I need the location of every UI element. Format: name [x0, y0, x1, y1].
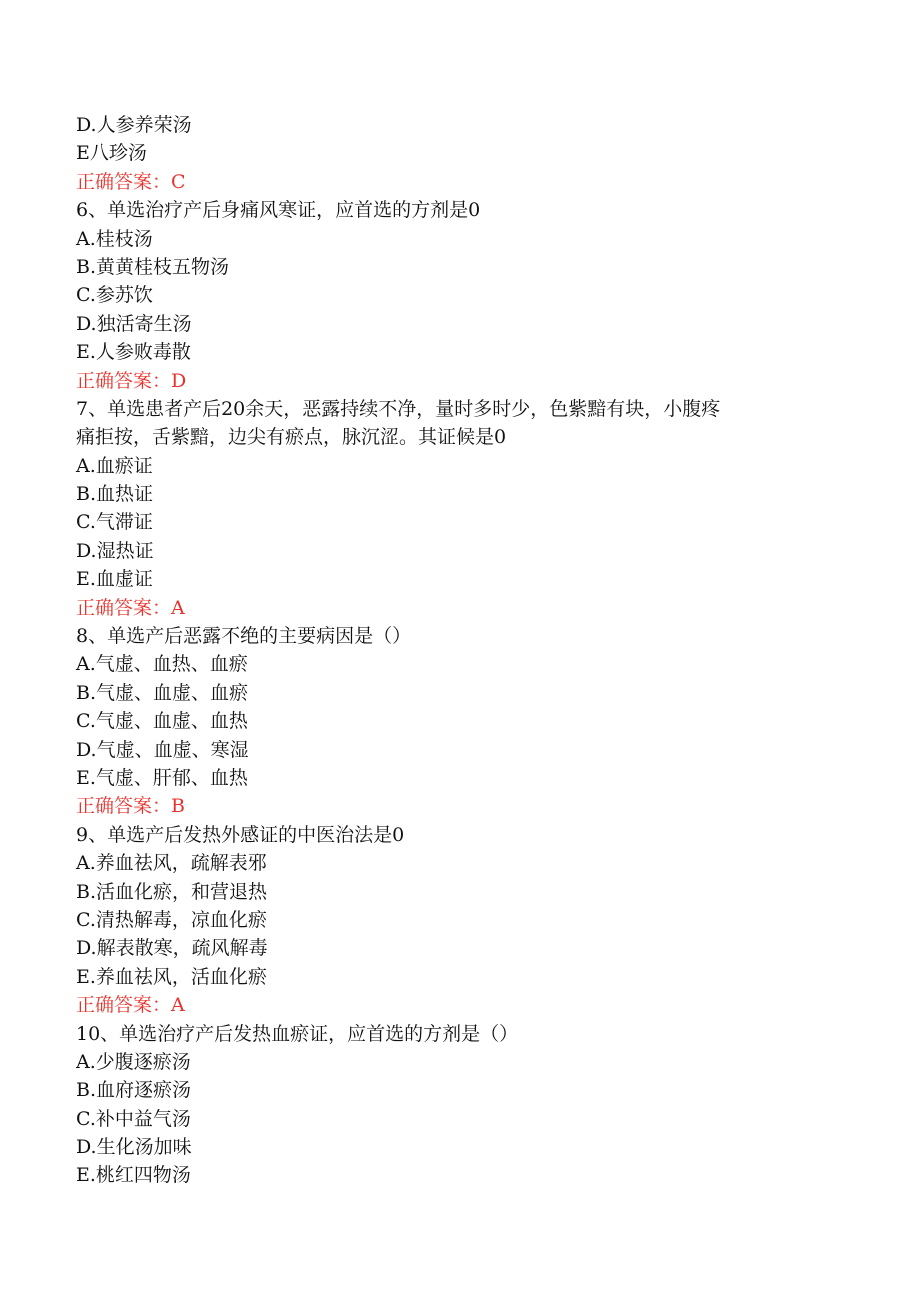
option-line: B.血府逐瘀汤 [76, 1079, 192, 1102]
correct-answer: 正确答案：C [76, 170, 186, 193]
option-line: C.清热解毒，凉血化瘀 [76, 908, 267, 931]
option-line: B.黄黄桂枝五物汤 [76, 255, 230, 278]
option-line: C.参苏饮 [76, 284, 153, 307]
option-line: E.养血祛风，活血化瘀 [76, 965, 267, 988]
correct-answer: 正确答案：B [76, 795, 185, 818]
option-line: E.血虚证 [76, 568, 153, 591]
option-line: C.气虚、血虚、血热 [76, 710, 248, 733]
option-line: B.活血化瘀，和营退热 [76, 880, 268, 903]
option-line: D.气虚、血虚、寒湿 [76, 738, 249, 761]
option-line: B.气虚、血虚、血瘀 [76, 681, 249, 704]
question-list [76, 111, 856, 1190]
option-line: E.人参败毒散 [76, 341, 191, 364]
option-line: E.气虚、肝郁、血热 [76, 766, 248, 789]
option-line: D.人参养荣汤 [76, 114, 192, 136]
question-stem-continued: 痛拒按，舌紫黯，边尖有瘀点，脉沉涩。其证候是0 [76, 426, 507, 449]
option-line: C.补中益气汤 [76, 1107, 191, 1130]
correct-answer: 正确答案：A [76, 596, 185, 619]
option-line: D.解表散寒，疏风解毒 [76, 937, 268, 960]
question-stem: 9、单选产后发热外感证的中医治法是0 [76, 823, 405, 846]
option-line: A.养血祛风，疏解表邪 [76, 852, 267, 875]
option-line: E八珍汤 [76, 142, 147, 165]
option-line: E.桃红四物汤 [76, 1164, 191, 1187]
question-stem: 10、单选治疗产后发热血瘀证，应首选的方剂是（） [76, 1022, 519, 1045]
correct-answer: 正确答案：D [76, 369, 187, 392]
option-line: B.血热证 [76, 483, 154, 506]
option-line: D.湿热证 [76, 539, 154, 562]
option-line: C.气滞证 [76, 511, 153, 534]
question-stem: 8、单选产后恶露不绝的主要病因是（） [76, 625, 412, 648]
option-line: A.桂枝汤 [76, 227, 153, 250]
option-line: A.血瘀证 [76, 454, 153, 477]
option-line: A.少腹逐瘀汤 [76, 1050, 191, 1073]
correct-answer: 正确答案：A [76, 994, 185, 1017]
option-line: D.独活寄生汤 [76, 312, 192, 335]
question-stem: 7、单选患者产后20余天，恶露持续不净，量时多时少，色紫黯有块，小腹疼 [76, 397, 721, 420]
question-stem: 6、单选治疗产后身痛风寒证，应首选的方剂是0 [76, 199, 481, 222]
option-line: A.气虚、血热、血瘀 [76, 653, 248, 676]
option-line: D.生化汤加味 [76, 1136, 192, 1159]
